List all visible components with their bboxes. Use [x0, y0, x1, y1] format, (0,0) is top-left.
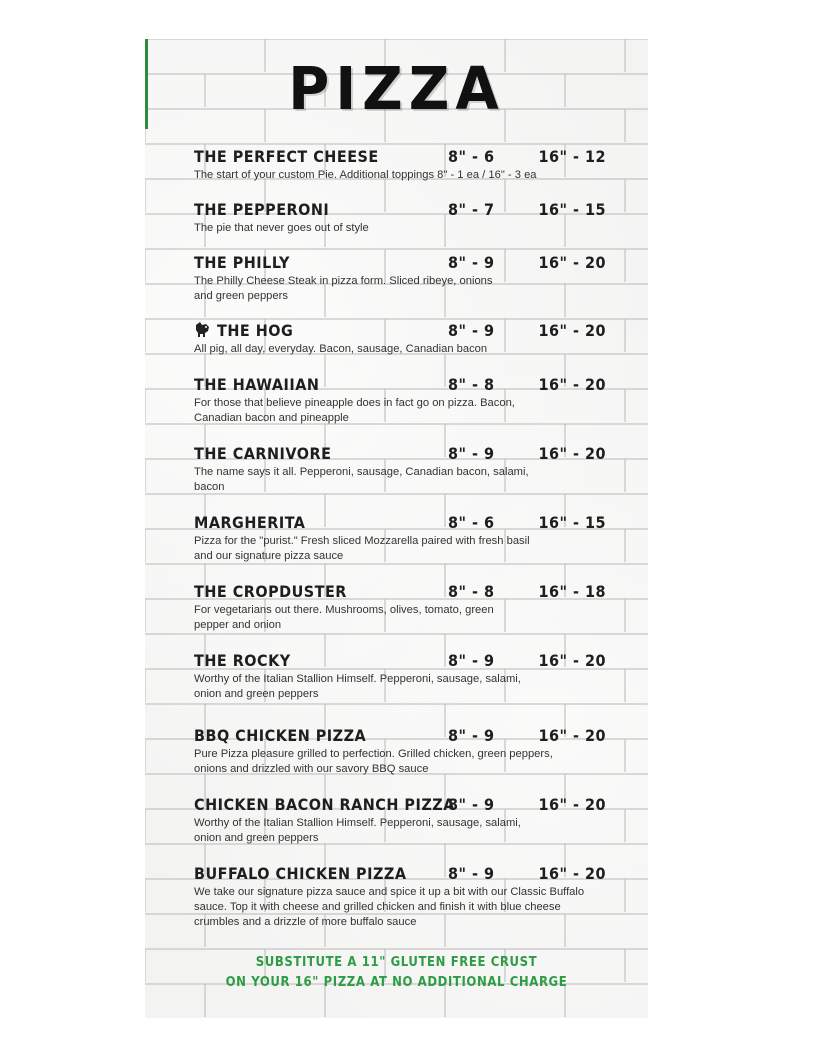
item-name: BUFFALO CHICKEN PIZZA	[194, 864, 407, 883]
menu-item-hog	[194, 319, 614, 357]
item-name: CHICKEN BACON RANCH PIZZA	[194, 795, 455, 814]
price-16-inch: 16" - 20	[538, 726, 606, 745]
item-description: Pizza for the "purist." Fresh sliced Mozzarella paired with fresh basil and our signature pizza sauce	[194, 535, 530, 562]
item-description: For those that believe pineapple does in fact go on pizza. Bacon, Canadian bacon and pineapple	[194, 397, 515, 424]
price-8-inch: 8" - 9	[448, 726, 495, 745]
price-8-inch: 8" - 8	[448, 375, 495, 394]
price-16-inch: 16" - 20	[538, 864, 606, 883]
item-name: THE CROPDUSTER	[194, 582, 347, 601]
menu-item-cropduster	[194, 580, 614, 633]
price-8-inch: 8" - 9	[448, 444, 495, 463]
menu-item-margherita	[194, 511, 614, 564]
price-8-inch: 8" - 9	[448, 253, 495, 272]
menu-item-philly	[194, 251, 614, 304]
price-16-inch: 16" - 18	[538, 582, 606, 601]
item-description: All pig, all day, everyday. Bacon, sausage, Canadian bacon	[194, 343, 488, 355]
item-name: THE PEPPERONI	[194, 200, 330, 219]
hog-icon	[194, 321, 211, 338]
item-description: For vegetarians out there. Mushrooms, olives, tomato, green pepper and onion	[194, 604, 494, 631]
price-8-inch: 8" - 9	[448, 321, 495, 340]
item-description: We take our signature pizza sauce and spice it up a bit with our Classic Buffalo sauce. Top it with cheese and grilled chicken and finish it with blue cheese crumbles and a drizzle of more buffalo sauce	[194, 886, 585, 928]
price-16-inch: 16" - 20	[538, 321, 606, 340]
price-16-inch: 16" - 20	[538, 253, 606, 272]
menu-item-carnivore	[194, 442, 614, 495]
item-name: THE HOG	[217, 321, 294, 340]
item-description: The Philly Cheese Steak in pizza form. Sliced ribeye, onions and green peppers	[194, 275, 493, 302]
item-name: THE HAWAIIAN	[194, 375, 320, 394]
menu-item-bbq-chicken	[194, 724, 614, 777]
menu-title: PIZZA	[288, 55, 505, 124]
price-16-inch: 16" - 20	[538, 795, 606, 814]
item-description: Worthy of the Italian Stallion Himself. Pepperoni, sausage, salami, onion and green peppers	[194, 817, 521, 844]
gluten-free-line-2: ON YOUR 16" PIZZA AT NO ADDITIONAL CHARGE	[225, 975, 568, 990]
price-16-inch: 16" - 20	[538, 444, 606, 463]
item-description: The pie that never goes out of style	[194, 222, 369, 234]
item-name: BBQ CHICKEN PIZZA	[194, 726, 367, 745]
price-8-inch: 8" - 9	[448, 651, 495, 670]
price-8-inch: 8" - 8	[448, 582, 495, 601]
item-name: MARGHERITA	[194, 513, 306, 532]
item-name-with-icon	[194, 321, 293, 340]
item-description: The name says it all. Pepperoni, sausage, Canadian bacon, salami, bacon	[194, 466, 529, 493]
price-16-inch: 16" - 20	[538, 651, 606, 670]
item-description: Worthy of the Italian Stallion Himself. Pepperoni, sausage, salami, onion and green peppers	[194, 673, 521, 700]
price-16-inch: 16" - 12	[538, 147, 606, 166]
price-8-inch: 8" - 6	[448, 147, 495, 166]
item-name: THE PHILLY	[194, 253, 290, 272]
item-description: The start of your custom Pie. Additional toppings 8" - 1 ea / 16" - 3 ea	[194, 169, 537, 181]
price-16-inch: 16" - 15	[538, 200, 606, 219]
item-name: THE ROCKY	[194, 651, 291, 670]
price-8-inch: 8" - 9	[448, 864, 495, 883]
price-8-inch: 8" - 9	[448, 795, 495, 814]
price-8-inch: 8" - 6	[448, 513, 495, 532]
menu-item-chicken-bacon-ranch	[194, 793, 614, 846]
price-16-inch: 16" - 15	[538, 513, 606, 532]
item-name: THE CARNIVORE	[194, 444, 332, 463]
menu-item-perfect-cheese	[194, 145, 614, 183]
menu-item-buffalo-chicken	[194, 862, 614, 930]
gluten-free-line-1: SUBSTITUTE A 11" GLUTEN FREE CRUST	[255, 955, 538, 970]
price-8-inch: 8" - 7	[448, 200, 495, 219]
gluten-free-note	[145, 953, 648, 993]
menu-item-hawaiian	[194, 373, 614, 426]
menu-item-pepperoni	[194, 198, 614, 236]
price-16-inch: 16" - 20	[538, 375, 606, 394]
item-name: THE PERFECT CHEESE	[194, 147, 379, 166]
menu-item-rocky	[194, 649, 614, 702]
item-description: Pure Pizza pleasure grilled to perfection. Grilled chicken, green peppers, onions and drizzled with our savory BBQ sauce	[194, 748, 553, 775]
pizza-menu-card	[145, 39, 648, 1018]
